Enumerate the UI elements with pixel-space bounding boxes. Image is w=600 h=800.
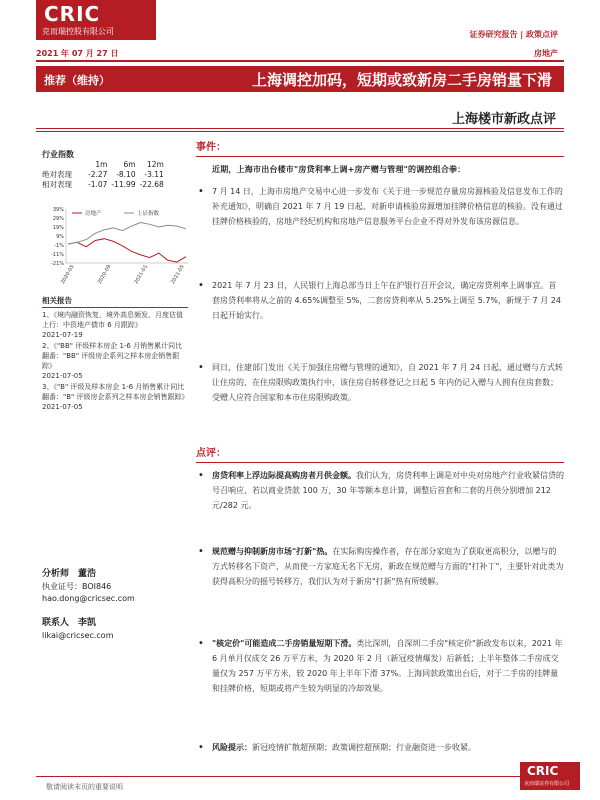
comments-heading: 点评： [196, 448, 226, 459]
footer-rule [36, 776, 564, 777]
sector-label: 房地产 [534, 49, 558, 58]
legend-label: 上证指数 [137, 211, 160, 217]
series-line-real-estate [68, 239, 186, 262]
y-tick-label: -11% [51, 252, 64, 258]
related-reports [42, 296, 188, 413]
comment-body-3: 类比深圳，自深圳二手房"核定价"新政发布以来，2021 年 6 月单月仅成交 26 万平方米，为 2020 年 2 月（新冠疫情爆发）后新低；上半年整体二手房成交量仅为 257 万平方米，较 2020 年上半年下滑 37%。上海同款政策出台后，对于二手房的挂牌量和挂牌价格，短期或将产生较为明显的冷却效果。 [212, 639, 563, 693]
y-tick-label: 29% [52, 216, 64, 222]
perf-col-header: 6m [123, 160, 136, 169]
comment-text-2 [196, 544, 564, 589]
perf-cell: -8.10 [116, 170, 136, 179]
subtitle-rule-2 [36, 131, 564, 132]
comment-body-2: 在实际购房操作者，存在部分家庭为了获取更高积分，以赠与的方式转移名下资产，从而使一方家庭无名下无房，新政在规范赠与方面的"打补丁"，主要针对此类为获得高积分的摇号转移方，我们认为对于新房"打新"热有所缓解。 [212, 547, 564, 586]
comment-body-1: 我们认为，房贷利率上调是对中央对房地产行业收紧信贷的号召响应，若以商业贷款 100 万，30 年等额本息计算，调整后首套和二套的月供分别增加 212 元/282 元。 [212, 471, 564, 510]
footer-logo-subtext: 克而瑞证券有限公司 [524, 781, 570, 787]
table-row [42, 170, 168, 180]
y-tick-label: 39% [52, 207, 64, 213]
perf-row-label: 相对表现 [42, 180, 72, 189]
x-tick-label: 2020-05 [60, 264, 76, 286]
performance-table [42, 160, 168, 190]
index-performance-chart [42, 205, 192, 290]
related-report-date: 2021-07-19 [42, 331, 83, 339]
perf-cell: -2.27 [88, 170, 108, 179]
perf-cell: -11.99 [111, 180, 136, 189]
related-report-item[interactable]: 2、《"BB" 评级样本房企 1-6 月销售累计同比翻番："BB" 评级房企系列之样本房企销售跟踪》 [42, 342, 183, 370]
perf-cell: -3.11 [144, 170, 164, 179]
events-heading: 事件： [196, 142, 226, 153]
event-paragraph-2 [196, 278, 564, 323]
comments-rule [196, 462, 564, 463]
report-date: 2021 年 07 月 27 日 [36, 49, 119, 58]
y-tick-label: -1% [54, 243, 64, 249]
performance-block [42, 150, 190, 190]
perf-col-header: 12m [146, 160, 164, 169]
comment-lead-3: "核定价"可能造成二手房销量短期下滑。 [212, 639, 357, 648]
comment-lead-1: 房贷利率上浮边际提高购房者月供金额。 [212, 471, 356, 480]
event-paragraph-3 [196, 360, 564, 405]
rating: 推荐（维持） [44, 74, 110, 87]
risk-text [196, 740, 564, 755]
report-type: 证券研究报告 | 政策点评 [469, 30, 558, 39]
x-tick-label: 2021-01 [133, 264, 150, 286]
perf-header-blank [42, 160, 88, 170]
related-report-date: 2021-07-05 [42, 403, 83, 411]
subtitle-rule [36, 128, 564, 129]
table-row [42, 180, 168, 190]
performance-title: 行业指数 [42, 150, 74, 159]
footer-logo [520, 762, 580, 790]
events-intro-text: 近期，上海市出台楼市"房贷利率上调+房产赠与管理"的调控组合拳： [212, 165, 466, 174]
footer-disclaimer: 敬请阅读末页的重要说明 [46, 783, 123, 791]
event-text-2: • 2021 年 7 月 23 日，人民银行上海总部当日上午在沪银行召开会议，确定房贷利率上调事宜。首套房贷利率将从之前的 4.65%调整至 5%，二套房贷利率从 5.25%上调至 5.7%，新规于 7 月 24 日起开始实行。 [196, 278, 564, 323]
risk-lead: 风险提示： [212, 743, 252, 752]
comment-3 [196, 636, 564, 696]
perf-col-header: 1m [95, 160, 108, 169]
series-line-shanghai-index [68, 223, 186, 245]
perf-cell: -22.68 [139, 180, 164, 189]
risk-note [196, 740, 564, 755]
analyst-email[interactable]: hao.dong@cricsec.com [42, 594, 135, 603]
perf-row-label: 绝对表现 [42, 170, 72, 179]
related-report-item[interactable]: 1、《境内融资恢复，境外高息频发，月度估值上行：中资地产债市 6 月跟踪》 [42, 311, 183, 329]
event-paragraph-1 [196, 184, 564, 229]
comment-1 [196, 468, 564, 513]
contact-name: 联系人 李凯 [42, 618, 97, 628]
y-tick-label: -21% [51, 261, 64, 267]
comment-2 [196, 544, 564, 589]
header-rule [36, 60, 564, 62]
events-intro [196, 162, 564, 177]
events-label [196, 140, 564, 155]
comments-label [196, 446, 564, 461]
event-text-3: • 同日，住建部门发出《关于加强住房赠与管理的通知》，自 2021 年 7 月 24 日起，通过赠与方式转让住房的，在住房限购政策执行中，该住房自转移登记之日起 5 年内仍记入赠与人拥有住房套数；受赠人应符合国家和本市住房限购政策。 [196, 360, 564, 405]
page-subtitle: 上海楼市新政点评 [451, 112, 556, 127]
cric-logo [36, 0, 156, 40]
y-tick-label: 19% [52, 225, 64, 231]
related-report-item[interactable]: 3、《"B" 评级及样本房企 1-6 月销售累计同比翻番："B" 评级房企系列之样本房企销售跟踪》 [42, 383, 189, 401]
comment-text-3 [196, 636, 564, 696]
comment-lead-2: 规范赠与抑制新房市场"打新"热。 [212, 547, 333, 556]
legend-label: 房地产 [85, 211, 102, 217]
perf-cell: -1.07 [88, 180, 108, 189]
comment-text-1 [196, 468, 564, 513]
analyst-name: 分析师 董浩 [42, 569, 97, 579]
related-report-date: 2021-07-05 [42, 372, 83, 380]
analyst-cert: 执业证号：BOI846 [42, 582, 112, 591]
related-title: 相关报告 [42, 296, 188, 308]
footer-logo-text: CRIC [527, 764, 559, 778]
events-rule [196, 156, 564, 157]
x-tick-label: 2020-09 [96, 264, 113, 286]
event-text-1: • 7 月 14 日，上海市房地产交易中心进一步发布《关于进一步规范存量房房源核验及信息发布工作的补充通知》，明确自 2021 年 7 月 19 日起，对新申请核验房源增加挂牌价格信息的核验。没有通过挂牌价格核验的，房地产经纪机构和房地产信息服务平台企业不得对外发布该房源信息。 [196, 184, 564, 229]
logo-subtext: 克而瑞控股有限公司 [42, 27, 114, 36]
page-title: 上海调控加码，短期或致新房二手房销量下滑 [251, 71, 552, 89]
analyst-info [42, 568, 190, 642]
contact-email[interactable]: likai@cricsec.com [42, 631, 114, 640]
y-tick-label: 9% [56, 234, 64, 240]
risk-body: 新冠疫情扩散超预期；政策调控超预期；行业融资进一步收紧。 [252, 743, 476, 752]
x-tick-label: 2021-05 [170, 264, 186, 286]
logo-text: CRIC [44, 2, 101, 26]
